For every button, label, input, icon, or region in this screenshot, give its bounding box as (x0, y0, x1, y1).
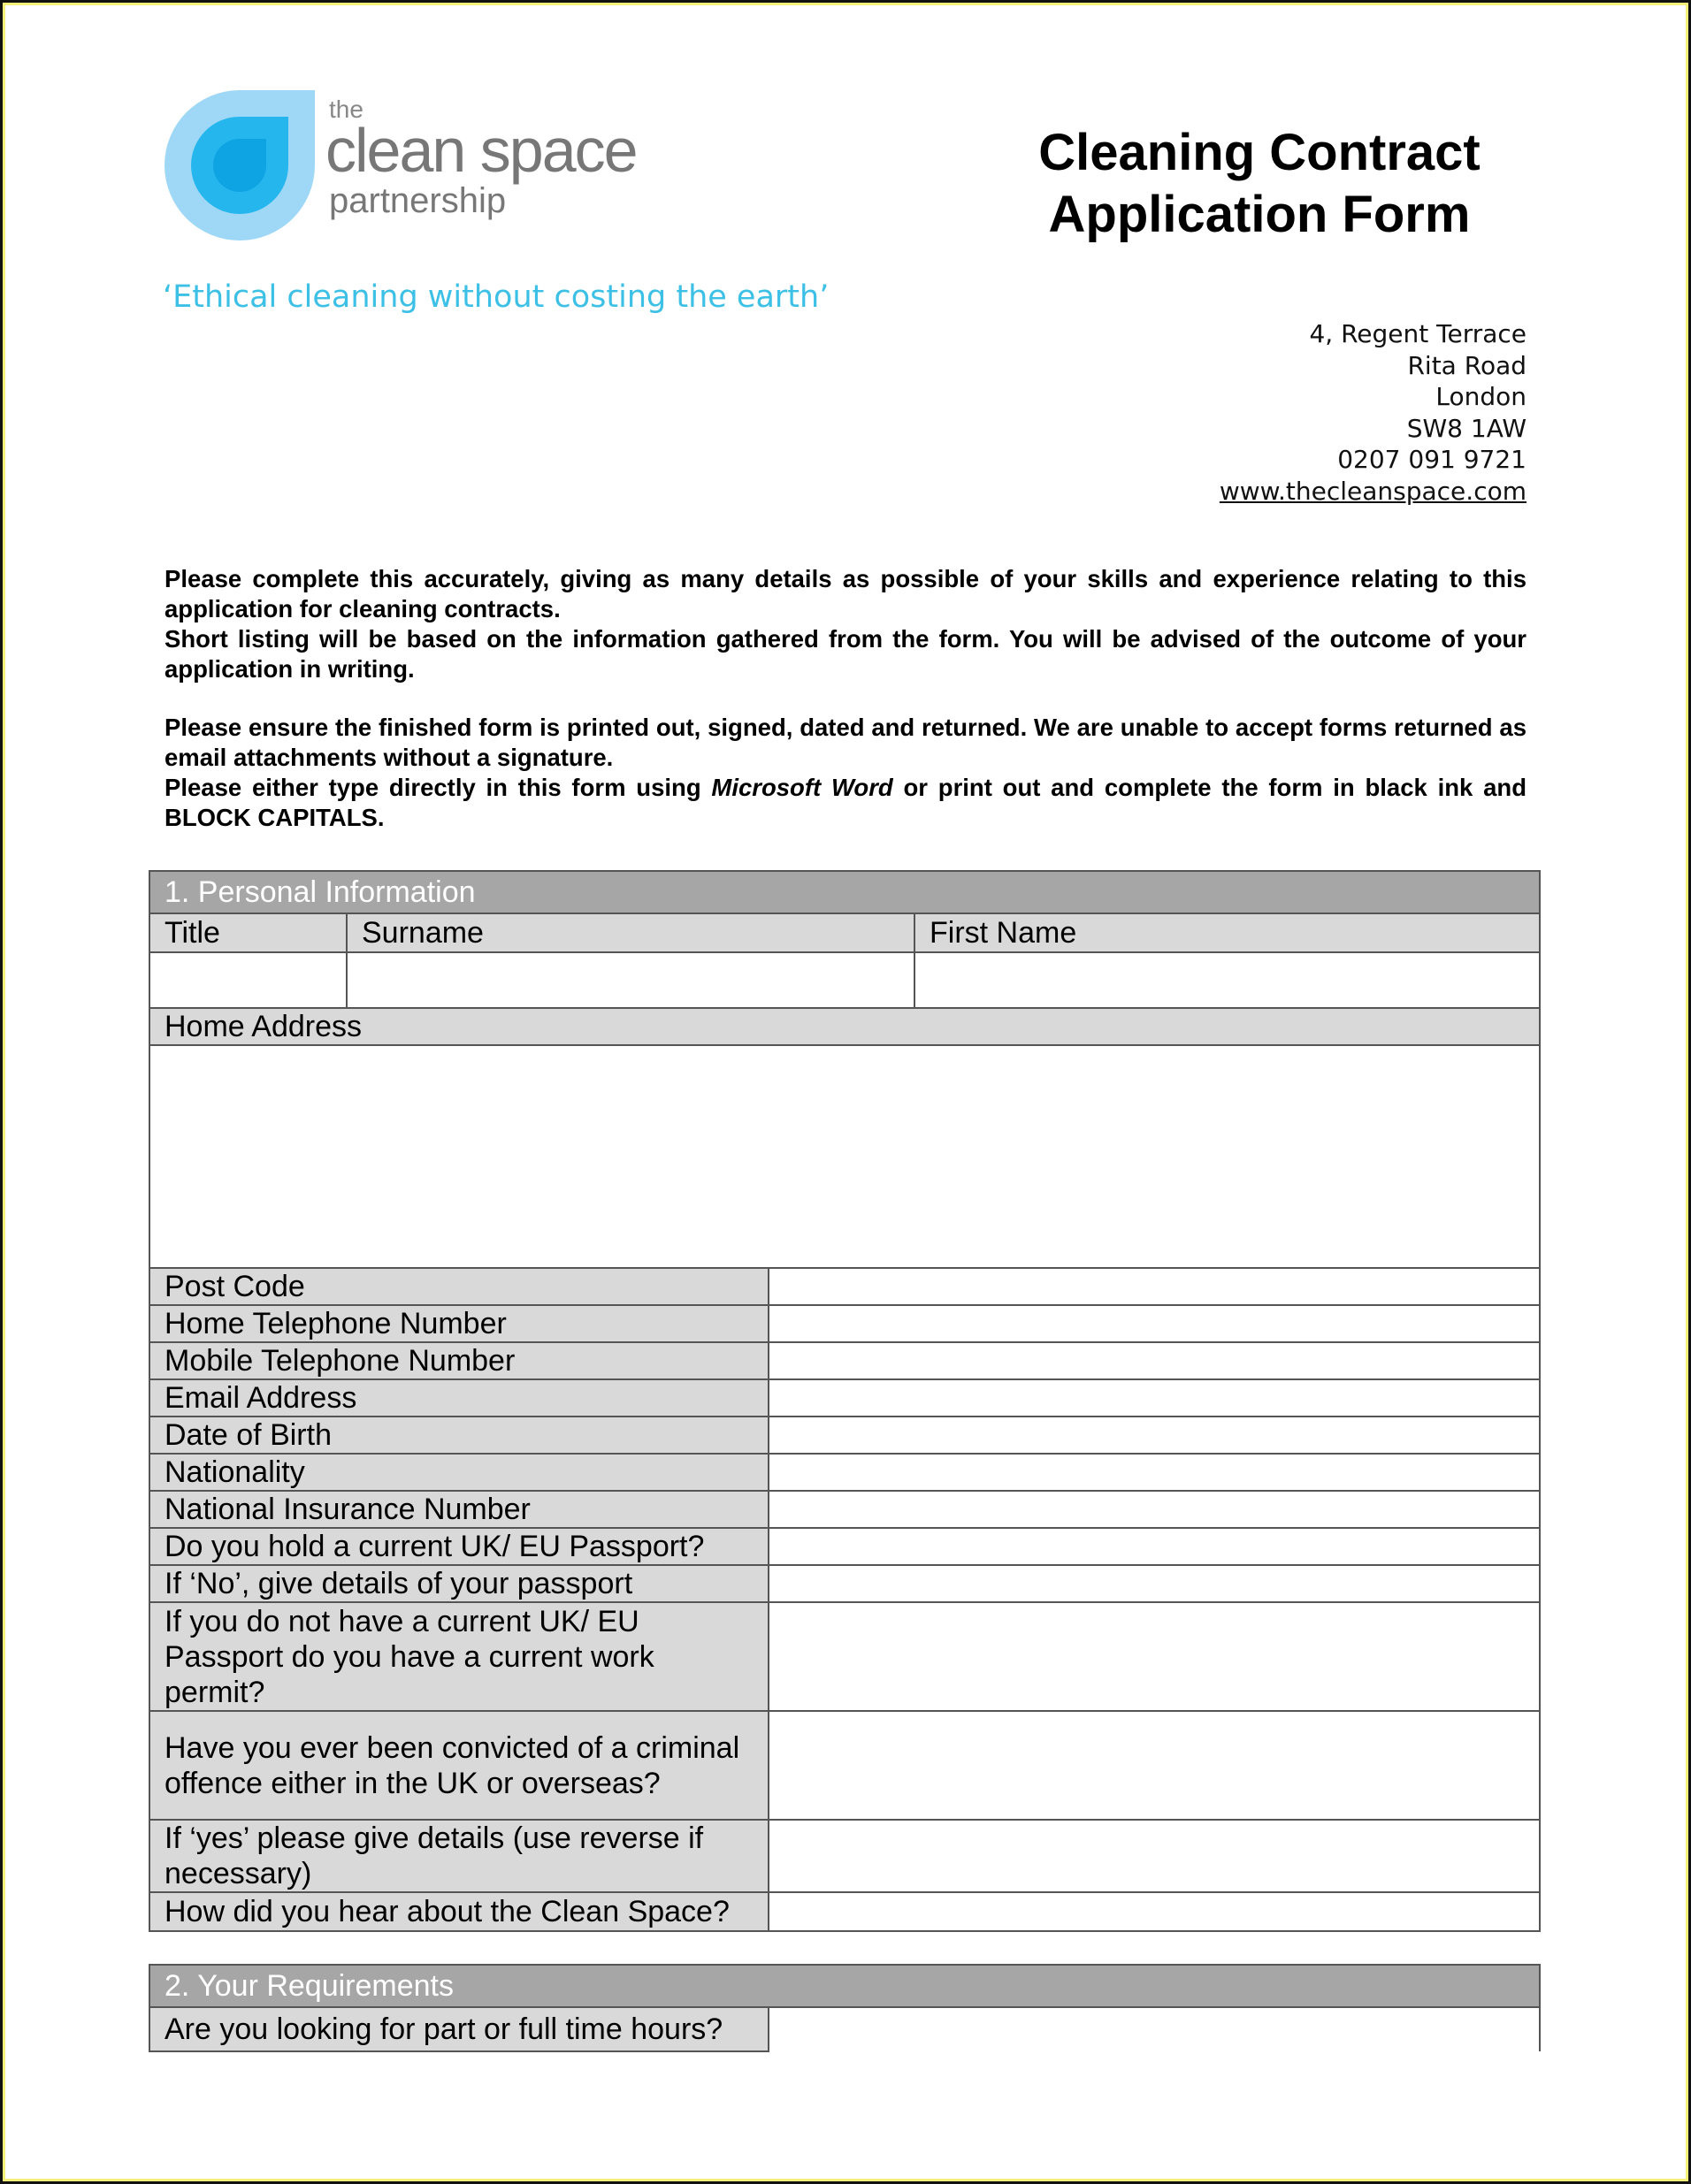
website-link[interactable]: www.thecleanspace.com (1219, 476, 1526, 506)
form-field[interactable] (769, 1565, 1540, 1602)
form-label: Are you looking for part or full time hours? (149, 2007, 769, 2051)
first-name-field[interactable] (914, 952, 1540, 1008)
table-row (149, 1491, 1540, 1528)
table-row (149, 1305, 1540, 1342)
section-header: 1. Personal Information (149, 871, 1540, 913)
form-label: Date of Birth (149, 1417, 769, 1454)
form-field[interactable] (769, 1305, 1540, 1342)
table-row (149, 1417, 1540, 1454)
form-label: Email Address (149, 1379, 769, 1417)
form-label: Home Telephone Number (149, 1305, 769, 1342)
col-title-label: Title (149, 913, 347, 952)
table-row (149, 1602, 1540, 1711)
form-label: National Insurance Number (149, 1491, 769, 1528)
form-label: Mobile Telephone Number (149, 1342, 769, 1379)
instruction-paragraph: Please ensure the finished form is printed out, signed, dated and returned. We are unable to accept forms returned as email attachments without a signature. (165, 714, 1526, 771)
address-line: SW8 1AW (1406, 413, 1526, 443)
instructions (165, 564, 1526, 833)
table-row (149, 1379, 1540, 1417)
form-field[interactable] (769, 1342, 1540, 1379)
form-field[interactable] (769, 1491, 1540, 1528)
instruction-paragraph (165, 773, 1526, 833)
form-field[interactable] (769, 1454, 1540, 1491)
surname-field[interactable] (347, 952, 914, 1008)
logo-drop-icon (165, 90, 315, 241)
title-field[interactable] (149, 952, 347, 1008)
table-row (149, 1820, 1540, 1892)
col-surname-label: Surname (347, 913, 914, 952)
form-field[interactable] (769, 1528, 1540, 1565)
form-label: If ‘No’, give details of your passport (149, 1565, 769, 1602)
form-field[interactable] (769, 1379, 1540, 1417)
form-field[interactable] (769, 1820, 1540, 1892)
form-label: Post Code (149, 1268, 769, 1305)
table-row (149, 1342, 1540, 1379)
table-row (149, 1528, 1540, 1565)
tagline: ‘Ethical cleaning without costing the earth’ (163, 279, 830, 315)
address-line: Rita Road (1407, 350, 1526, 380)
logo-text-sub: partnership (329, 181, 507, 220)
table-row (149, 1892, 1540, 1931)
form-label: Nationality (149, 1454, 769, 1491)
form-label: How did you hear about the Clean Space? (149, 1892, 769, 1931)
home-address-label: Home Address (149, 1008, 1540, 1045)
form-field[interactable] (769, 1417, 1540, 1454)
form-field[interactable] (769, 1602, 1540, 1711)
logo-text-the: the (329, 95, 363, 123)
col-first-name-label: First Name (914, 913, 1540, 952)
form-label: Have you ever been convicted of a criminal offence either in the UK or overseas? (149, 1711, 769, 1820)
title-line-2: Application Form (1048, 186, 1471, 243)
instruction-paragraph: Short listing will be based on the information gathered from the form. You will be advised of the outcome of your application in writing. (165, 625, 1526, 683)
form-field[interactable] (769, 1892, 1540, 1931)
home-address-field[interactable] (149, 1045, 1540, 1268)
text: or print out and complete the form in black ink and BLOCK CAPITALS. (165, 774, 1526, 831)
form-label: If ‘yes’ please give details (use reverse if necessary) (149, 1820, 769, 1892)
form-label: If you do not have a current UK/ EU Passport do you have a current work permit? (149, 1602, 769, 1711)
form-field[interactable] (769, 1711, 1540, 1820)
company-address (1220, 318, 1526, 507)
page-title (1021, 122, 1498, 246)
table-row (149, 1565, 1540, 1602)
section-header: 2. Your Requirements (149, 1965, 1540, 2007)
phone-number: 0207 091 9721 (1337, 445, 1526, 474)
text: Microsoft Word (711, 774, 893, 801)
text: Please either type directly in this form using (165, 774, 712, 801)
form-field[interactable] (769, 1268, 1540, 1305)
instruction-paragraph: Please complete this accurately, giving as many details as possible of your skills and experience relating to this application for cleaning contracts. (165, 565, 1526, 622)
address-line: London (1435, 382, 1526, 411)
form-label: Do you hold a current UK/ EU Passport? (149, 1528, 769, 1565)
form-field[interactable] (769, 2007, 1540, 2051)
table-row (149, 1711, 1540, 1820)
logo-text-name: clean space (325, 116, 637, 185)
title-line-1: Cleaning Contract (1038, 124, 1481, 181)
personal-information-table (149, 870, 1541, 1932)
table-row (149, 1454, 1540, 1491)
table-row (149, 1268, 1540, 1305)
requirements-table (149, 1964, 1541, 2052)
address-line: 4, Regent Terrace (1309, 319, 1526, 348)
